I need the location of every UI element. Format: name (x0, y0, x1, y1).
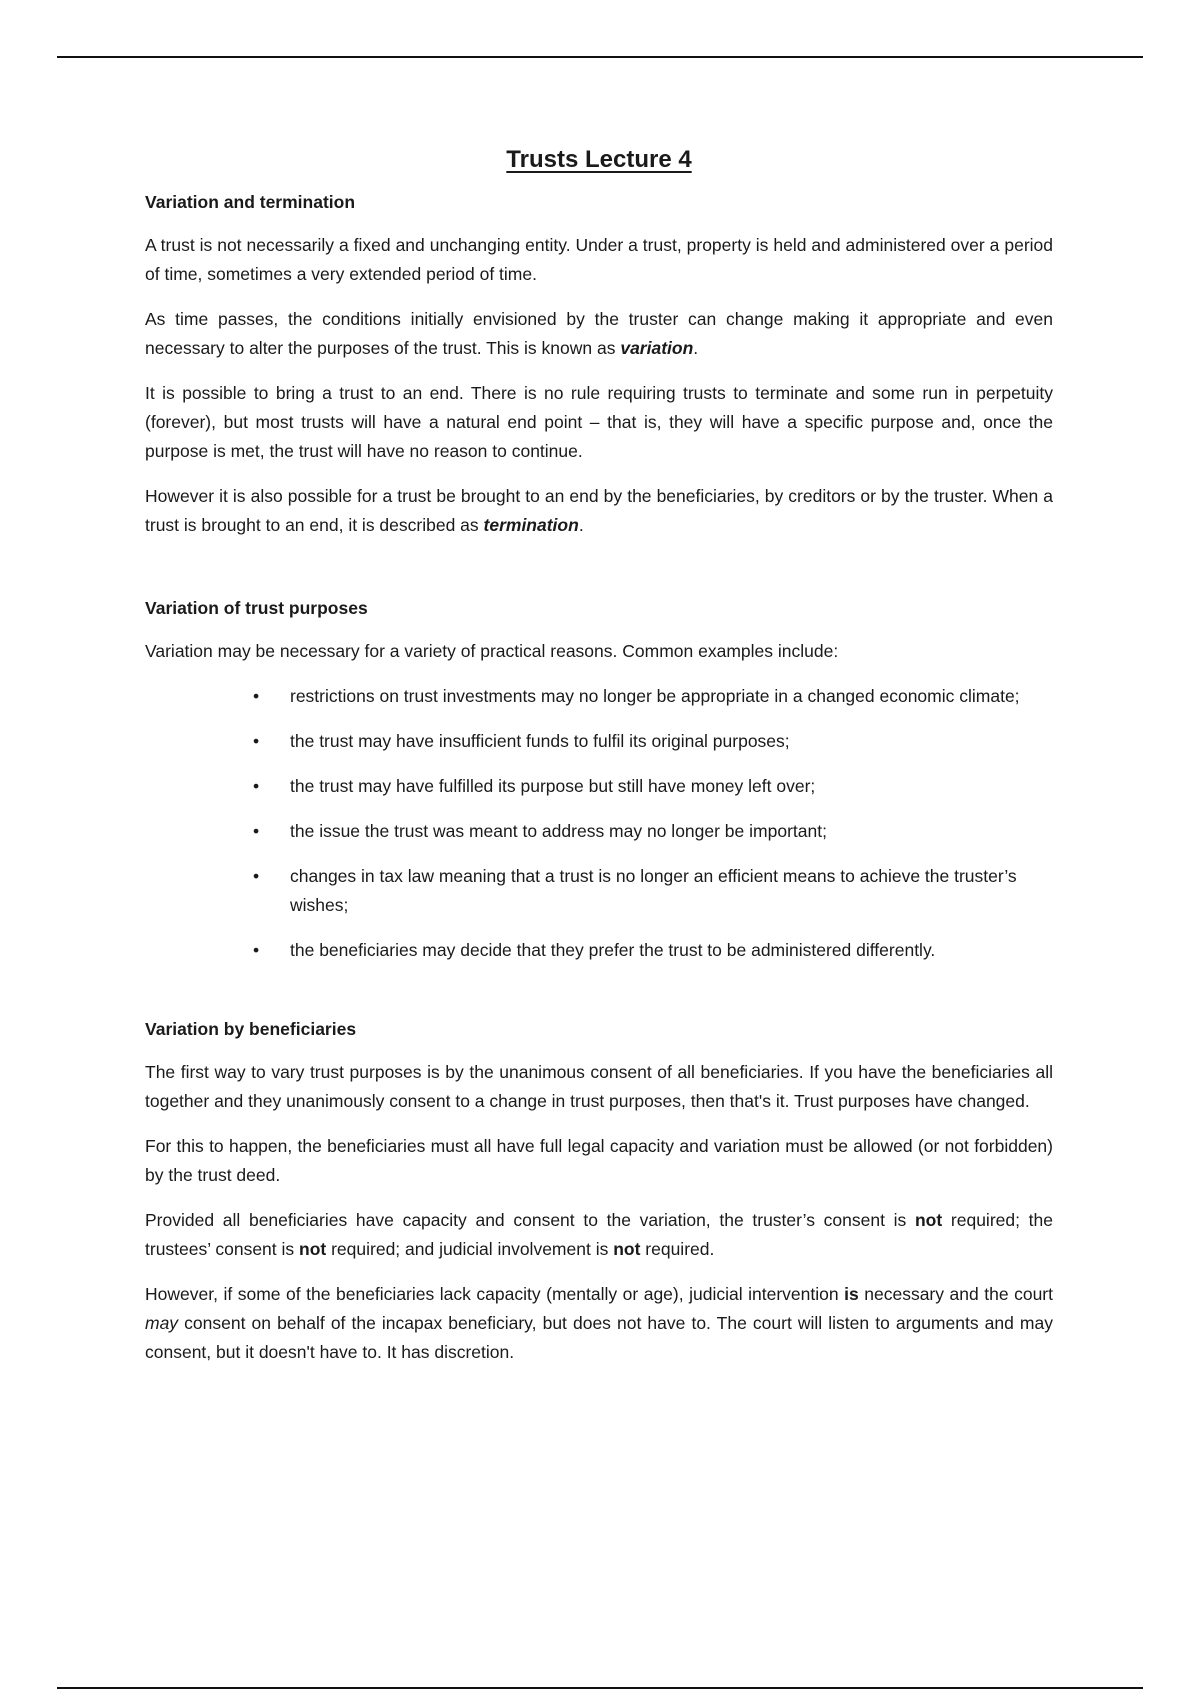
list-item-text: the beneficiaries may decide that they prefer the trust to be administered differently. (290, 940, 936, 960)
beneficiaries-paragraph-2: For this to happen, the beneficiaries must all have full legal capacity and variation must be allowed (or not forbidden) by the trust deed. (145, 1136, 1053, 1185)
list-item (145, 862, 1053, 920)
beneficiaries-paragraph-3 (145, 1206, 1053, 1264)
bullet-icon: • (253, 686, 260, 706)
emphasis-may: may (145, 1313, 179, 1333)
bullet-icon: • (253, 940, 260, 960)
emphasis-not: not (613, 1239, 641, 1259)
list-item-text: the trust may have insufficient funds to fulfil its original purposes; (290, 731, 790, 751)
paragraph-fragment: required; the trustees’ consent is (145, 1210, 1053, 1259)
bullet-icon: • (253, 821, 260, 841)
intro-paragraph-4-end: . (578, 515, 584, 535)
term-termination: termination (483, 515, 579, 535)
intro-paragraph-2-end: . (693, 338, 699, 358)
emphasis-not: not (914, 1210, 943, 1230)
emphasis-not: not (299, 1239, 327, 1259)
purposes-bullet-list (145, 682, 1053, 965)
paragraph-fragment: Provided all beneficiaries have capacity and consent to the variation, the truster’s consent is (145, 1210, 915, 1230)
term-variation: variation (620, 338, 694, 358)
list-item-text: the issue the trust was meant to address may no longer be important; (290, 821, 827, 841)
document-title-text: Trusts Lecture 4 (506, 146, 692, 173)
emphasis-is: is (844, 1284, 859, 1304)
list-item (145, 772, 1053, 801)
paragraph-fragment: required; and judicial involvement is (326, 1239, 614, 1259)
bullet-icon: • (253, 866, 260, 886)
section-spacer (145, 556, 1053, 596)
paragraph-fragment: However, if some of the beneficiaries lack capacity (mentally or age), judicial intervention (145, 1284, 845, 1304)
section-heading-variation-termination: Variation and termination (145, 192, 356, 212)
intro-paragraph-4 (145, 482, 1053, 540)
document-page (145, 144, 1053, 1383)
bullet-icon: • (253, 776, 260, 796)
intro-paragraph-1: A trust is not necessarily a fixed and unchanging entity. Under a trust, property is held and administered over a period of time, sometimes a very extended period of time. (145, 235, 1053, 284)
intro-paragraph-2 (145, 305, 1053, 363)
bullet-icon: • (253, 731, 260, 751)
beneficiaries-paragraph-1: The first way to vary trust purposes is by the unanimous consent of all beneficiaries. If you have the beneficiaries all together and they unanimously consent to a change in trust purposes, then that's it. Trust purposes have changed. (145, 1062, 1053, 1111)
intro-paragraph-4-text: However it is also possible for a trust be brought to an end by the beneficiaries, by creditors or by the truster. When a trust is brought to an end, it is described as (145, 486, 1053, 535)
list-item (145, 936, 1053, 965)
paragraph-fragment: necessary and the court (858, 1284, 1053, 1304)
list-item-text: the trust may have fulfilled its purpose but still have money left over; (290, 776, 816, 796)
paragraph-fragment: consent on behalf of the incapax beneficiary, but does not have to. The court will listen to arguments and may consent, but it doesn't have to. It has discretion. (145, 1313, 1053, 1362)
beneficiaries-paragraph-4 (145, 1280, 1053, 1367)
section-spacer (145, 981, 1053, 1017)
paragraph-fragment: required. (640, 1239, 715, 1259)
list-item (145, 682, 1053, 711)
section-heading-variation-purposes: Variation of trust purposes (145, 598, 368, 618)
intro-paragraph-3: It is possible to bring a trust to an end. There is no rule requiring trusts to terminate and some run in perpetuity (forever), but most trusts will have a natural end point – that is, they will have a specific purpose and, once the purpose is met, the trust will have no reason to continue. (145, 383, 1053, 461)
list-item-text: changes in tax law meaning that a trust is no longer an efficient means to achieve the truster’s wishes; (290, 866, 1017, 915)
bottom-rule (57, 1687, 1143, 1689)
top-rule (57, 56, 1143, 58)
list-item-text: restrictions on trust investments may no longer be appropriate in a changed economic climate; (290, 686, 1020, 706)
purposes-paragraph-1: Variation may be necessary for a variety of practical reasons. Common examples include: (145, 641, 839, 661)
intro-paragraph-2-text: As time passes, the conditions initially envisioned by the truster can change making it appropriate and even necessary to alter the purposes of the trust. This is known as (145, 309, 1053, 358)
section-heading-variation-beneficiaries: Variation by beneficiaries (145, 1019, 357, 1039)
document-title (145, 144, 1053, 176)
list-item (145, 727, 1053, 756)
list-item (145, 817, 1053, 846)
